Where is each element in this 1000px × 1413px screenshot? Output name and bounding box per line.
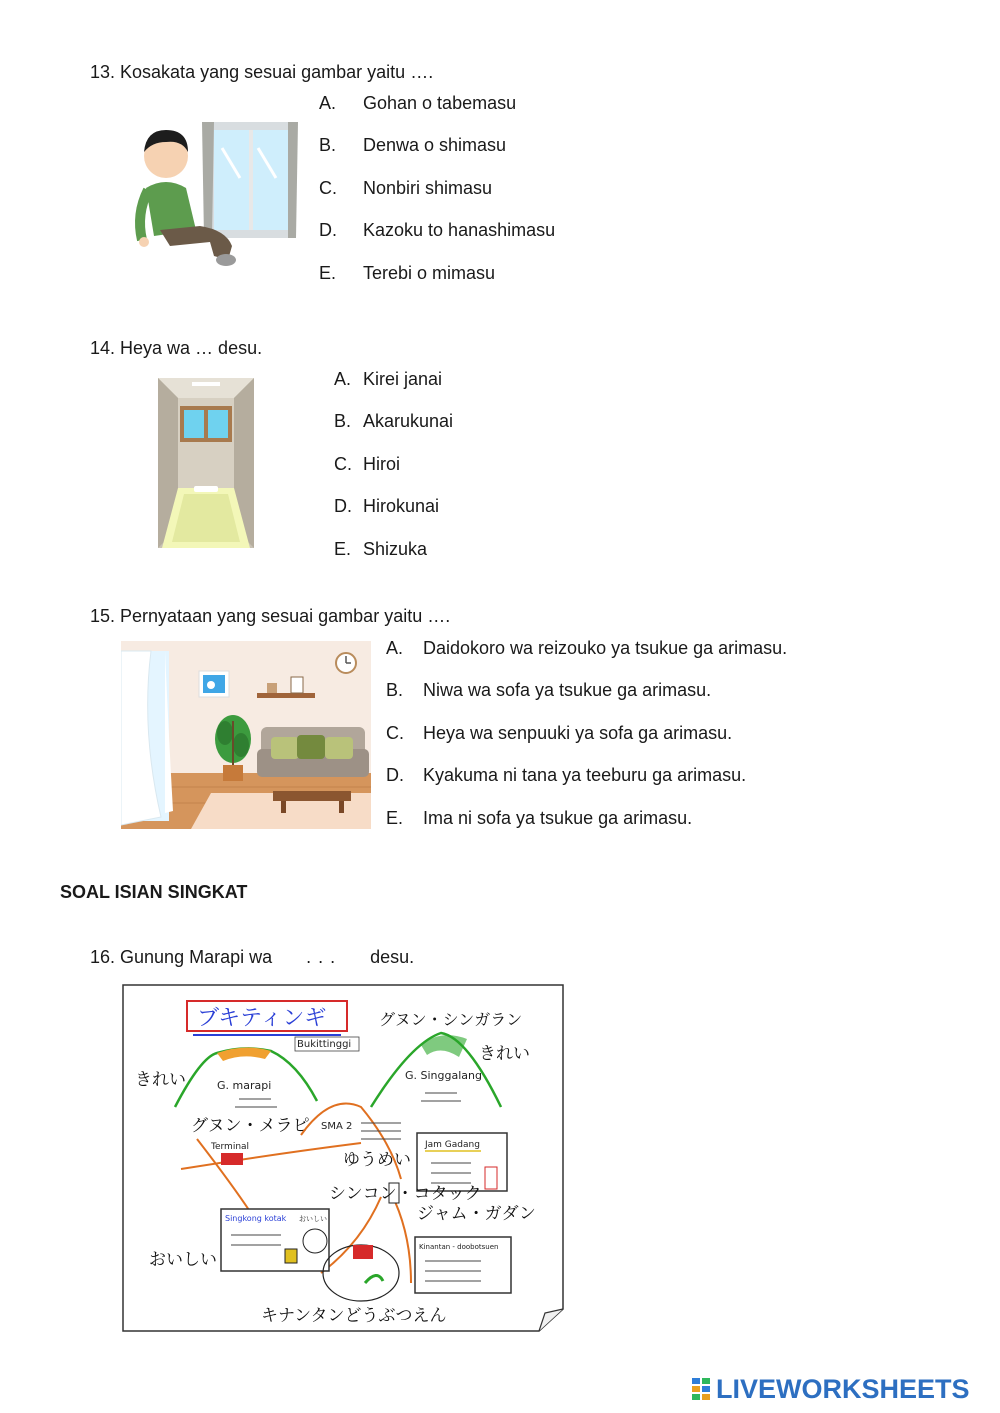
q16-prefix: 16. Gunung Marapi wa — [90, 947, 273, 967]
q16-answer-blank[interactable]: . . . — [306, 947, 337, 967]
q13-option-e: E. Terebi o mimasu — [319, 263, 496, 283]
label-kinantan-sign: Kinantan - doobotsuen — [419, 1243, 499, 1251]
question-16-text — [90, 947, 414, 968]
q16-suffix: desu. — [370, 947, 415, 967]
q15-option-a: A. Daidokoro wa reizouko ya tsukue ga arimasu. — [386, 638, 788, 658]
label-oishii-small: おいしい — [299, 1215, 327, 1223]
label-terminal: Terminal — [211, 1142, 250, 1152]
q15-option-d: D. Kyakuma ni tana ya teeburu ga arimasu. — [386, 765, 747, 785]
question-13-text: 13. Kosakata yang sesuai gambar yaitu …. — [90, 62, 434, 82]
liveworksheets-logo-icon — [692, 1378, 712, 1400]
q15-option-b: B. Niwa wa sofa ya tsukue ga arimasu. — [386, 680, 712, 700]
q15-option-c: C. Heya wa senpuuki ya sofa ga arimasu. — [386, 723, 733, 743]
q14-option-c: C. Hiroi — [334, 454, 401, 474]
q14-option-e: E. Shizuka — [334, 539, 428, 559]
label-kinantan: キナンタンどうぶつえん — [261, 1306, 447, 1326]
label-singkong: シンコン・コタック — [329, 1184, 482, 1204]
q13-option-d: D. Kazoku to hanashimasu — [319, 220, 556, 240]
q14-option-d: D. Hirokunai — [334, 496, 440, 516]
liveworksheets-logo-text: LIVEWORKSHEETS — [716, 1374, 970, 1404]
section-title: SOAL ISIAN SINGKAT — [60, 882, 248, 902]
q13-option-b: B. Denwa o shimasu — [319, 135, 507, 155]
label-mountain-left: G. marapi — [217, 1079, 272, 1092]
label-sma: SMA 2 — [321, 1121, 353, 1132]
label-kirei-left: きれい — [135, 1070, 186, 1090]
q15-living-room-image — [121, 641, 371, 829]
label-mountain-right: G. Singgalang — [405, 1069, 482, 1082]
question-15-text: 15. Pernyataan yang sesuai gambar yaitu …. — [90, 606, 451, 626]
map-subtitle: Bukittinggi — [297, 1039, 352, 1050]
label-jam-gadang-sign: Jam Gadang — [425, 1140, 480, 1150]
q14-option-a: A. Kirei janai — [334, 369, 443, 389]
liveworksheets-logo — [692, 1374, 992, 1404]
label-kirei-right: きれい — [479, 1044, 530, 1064]
q15-option-e: E. Ima ni sofa ya tsukue ga arimasu. — [386, 808, 693, 828]
bukittinggi-map-image — [121, 983, 567, 1333]
q14-option-b: B. Akarukunai — [334, 411, 454, 431]
q13-person-relaxing-image — [130, 118, 300, 276]
q14-small-room-image — [158, 378, 254, 548]
question-14-text: 14. Heya wa … desu. — [90, 338, 263, 358]
label-yuumei: ゆうめい — [343, 1150, 411, 1170]
label-singkong-sign: Singkong kotak — [225, 1214, 287, 1223]
map-title: ブキティンギ — [197, 1006, 327, 1031]
q13-option-a: A. Gohan o tabemasu — [319, 93, 517, 113]
label-gunung-marapi: グヌン・メラピ — [191, 1116, 310, 1136]
label-oishii: おいしい — [149, 1250, 217, 1270]
label-jam-gadang: ジャム・ガダン — [417, 1204, 536, 1224]
label-gunung-singgalang: グヌン・シンガラン — [379, 1010, 523, 1029]
q13-option-c: C. Nonbiri shimasu — [319, 178, 493, 198]
